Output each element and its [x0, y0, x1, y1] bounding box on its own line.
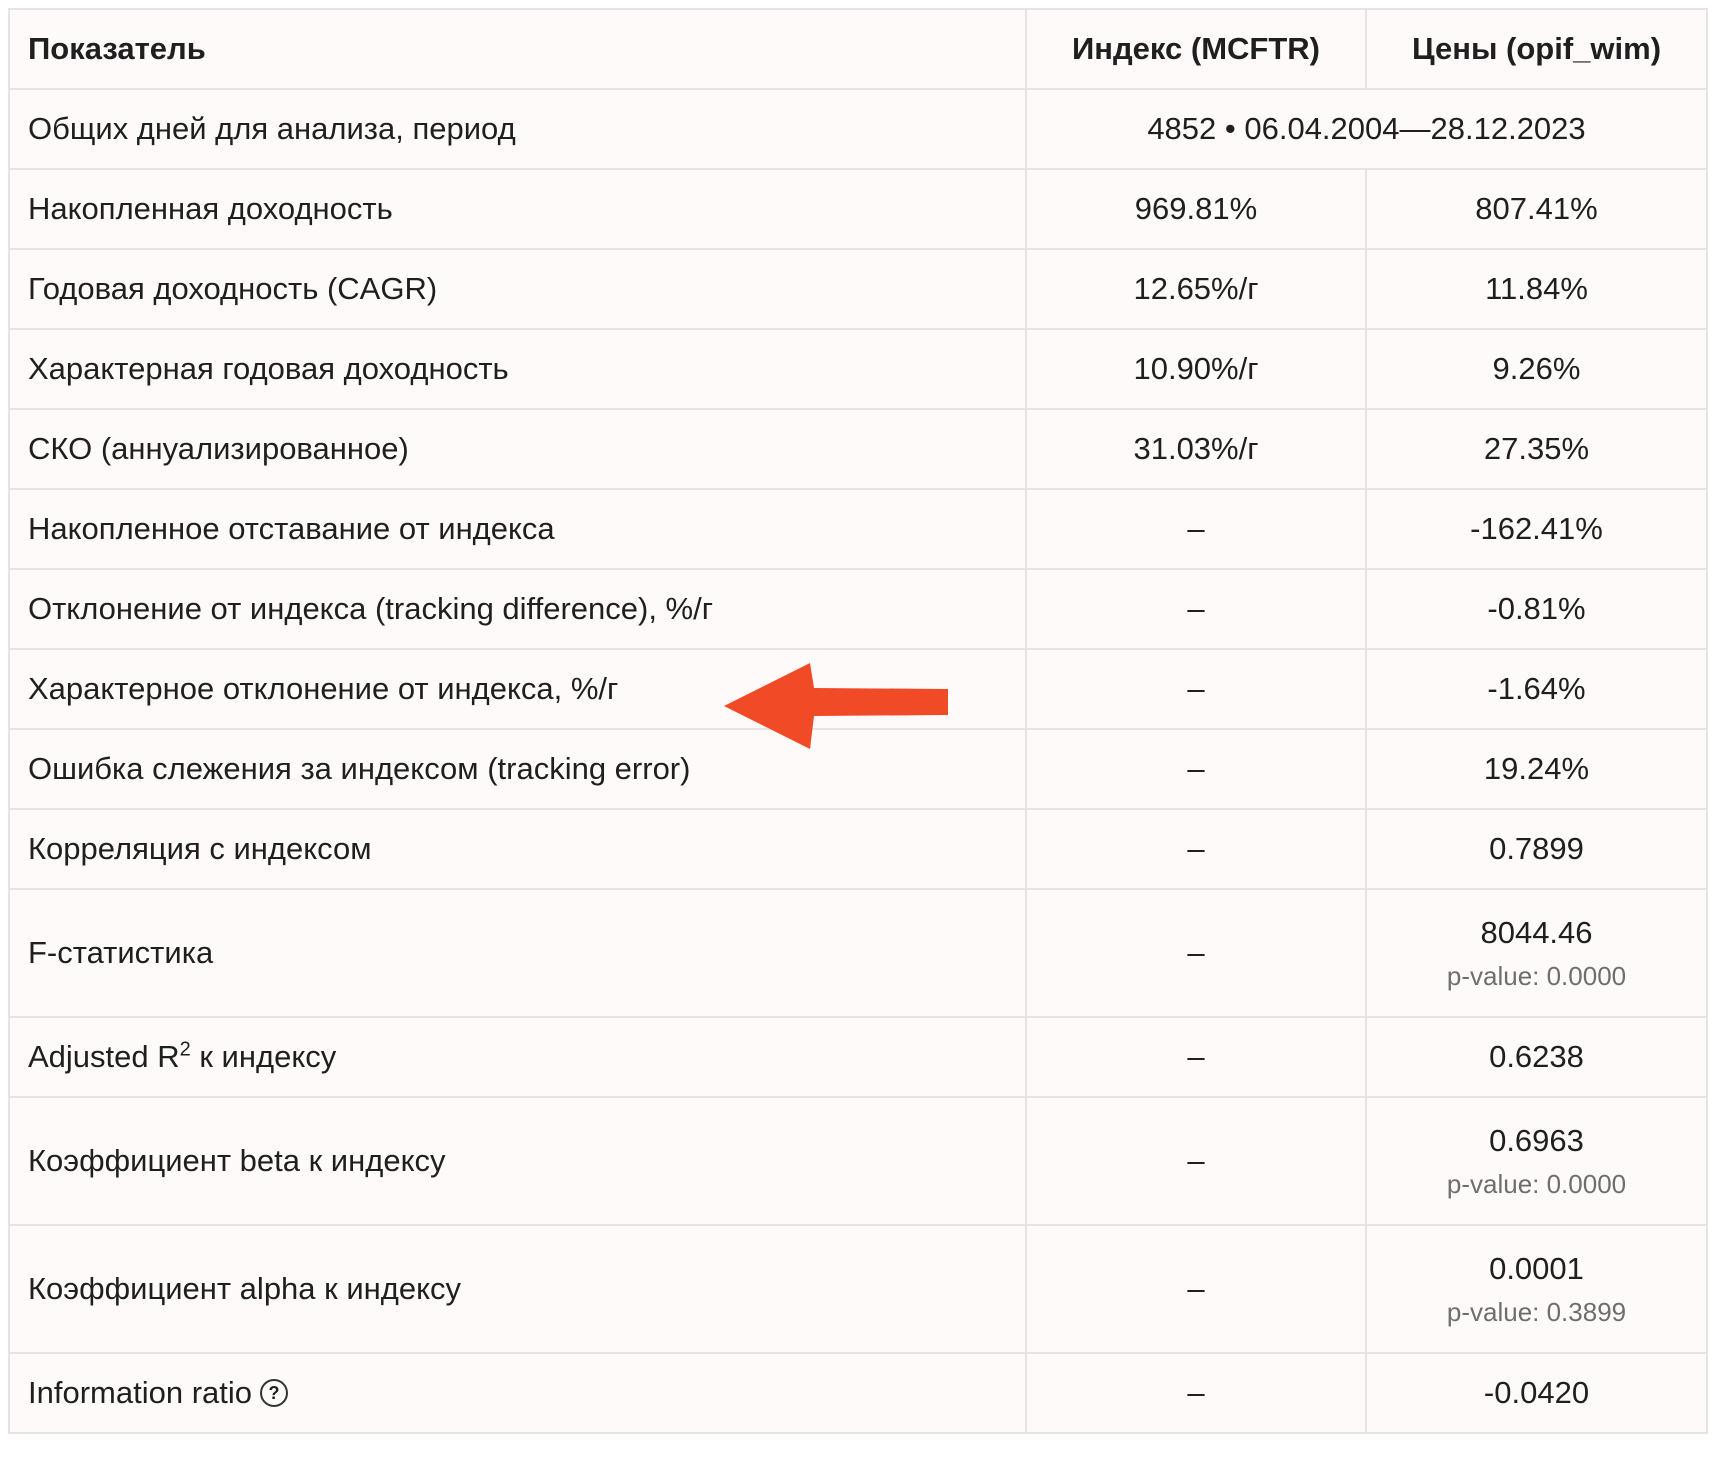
- table-row-info-ratio: [9, 1353, 1707, 1433]
- prices-value: -0.0420: [1366, 1353, 1707, 1433]
- header-metric: Показатель: [9, 9, 1026, 89]
- row-label: Отклонение от индекса (tracking difference), %/г: [9, 569, 1026, 649]
- table-row: [9, 489, 1707, 569]
- prices-value: -1.64%: [1366, 649, 1707, 729]
- row-label: Коэффициент beta к индексу: [9, 1097, 1026, 1225]
- index-value: –: [1026, 809, 1366, 889]
- prices-value: 27.35%: [1366, 409, 1707, 489]
- stat-value: 8044.46: [1480, 915, 1593, 950]
- table-row: [9, 169, 1707, 249]
- table-row-period: [9, 89, 1707, 169]
- table-row: [9, 249, 1707, 329]
- row-label: Ошибка слежения за индексом (tracking error): [9, 729, 1026, 809]
- index-value: 12.65%/г: [1026, 249, 1366, 329]
- period-value: 4852 • 06.04.2004—28.12.2023: [1026, 89, 1707, 169]
- row-label: Корреляция с индексом: [9, 809, 1026, 889]
- stat-value: 0.6963: [1489, 1123, 1584, 1158]
- prices-value: 9.26%: [1366, 329, 1707, 409]
- prices-value: 0.6238: [1366, 1017, 1707, 1097]
- table-row-alpha: [9, 1225, 1707, 1353]
- row-label: [9, 1353, 1026, 1433]
- index-value: –: [1026, 1225, 1366, 1353]
- r2-superscript: 2: [179, 1038, 191, 1061]
- table-row-r2: [9, 1017, 1707, 1097]
- r2-label-prefix: Adjusted R: [28, 1039, 180, 1074]
- table-row: [9, 569, 1707, 649]
- row-label: Годовая доходность (CAGR): [9, 249, 1026, 329]
- prices-value: -162.41%: [1366, 489, 1707, 569]
- prices-value-with-pvalue: [1366, 889, 1707, 1017]
- prices-value: 807.41%: [1366, 169, 1707, 249]
- row-label: Общих дней для анализа, период: [9, 89, 1026, 169]
- p-value: p-value: 0.0000: [1446, 1169, 1627, 1199]
- row-label: Накопленная доходность: [9, 169, 1026, 249]
- arrow-shape: [724, 663, 948, 749]
- index-value: –: [1026, 569, 1366, 649]
- row-label: F-статистика: [9, 889, 1026, 1017]
- p-value: p-value: 0.3899: [1446, 1297, 1627, 1327]
- prices-value: 0.7899: [1366, 809, 1707, 889]
- row-label: Характерная годовая доходность: [9, 329, 1026, 409]
- index-value: –: [1026, 649, 1366, 729]
- prices-value: -0.81%: [1366, 569, 1707, 649]
- prices-value-with-pvalue: [1366, 1225, 1707, 1353]
- p-value: p-value: 0.0000: [1446, 961, 1627, 991]
- row-label: Коэффициент alpha к индексу: [9, 1225, 1026, 1353]
- info-ratio-label: Information ratio: [28, 1375, 252, 1410]
- row-label: [9, 1017, 1026, 1097]
- row-label: Накопленное отставание от индекса: [9, 489, 1026, 569]
- index-value: 969.81%: [1026, 169, 1366, 249]
- index-value: –: [1026, 729, 1366, 809]
- table-row-fstat: [9, 889, 1707, 1017]
- index-value: –: [1026, 889, 1366, 1017]
- red-arrow-annotation: [724, 663, 948, 749]
- index-value: –: [1026, 1353, 1366, 1433]
- index-value: 10.90%/г: [1026, 329, 1366, 409]
- row-label: Характерное отклонение от индекса, %/г: [9, 649, 1026, 729]
- index-value: –: [1026, 1097, 1366, 1225]
- table-row: [9, 409, 1707, 489]
- table-row-beta: [9, 1097, 1707, 1225]
- header-index: Индекс (MCFTR): [1026, 9, 1366, 89]
- table-header-row: [9, 9, 1707, 89]
- header-prices: Цены (opif_wim): [1366, 9, 1707, 89]
- index-value: –: [1026, 1017, 1366, 1097]
- index-value: –: [1026, 489, 1366, 569]
- prices-value-with-pvalue: [1366, 1097, 1707, 1225]
- r2-label-suffix: к индексу: [190, 1039, 337, 1074]
- prices-value: 19.24%: [1366, 729, 1707, 809]
- help-icon[interactable]: ?: [260, 1379, 288, 1407]
- stat-value: 0.0001: [1489, 1251, 1584, 1286]
- table-row: [9, 329, 1707, 409]
- index-value: 31.03%/г: [1026, 409, 1366, 489]
- row-label: СКО (аннуализированное): [9, 409, 1026, 489]
- prices-value: 11.84%: [1366, 249, 1707, 329]
- table-row: [9, 809, 1707, 889]
